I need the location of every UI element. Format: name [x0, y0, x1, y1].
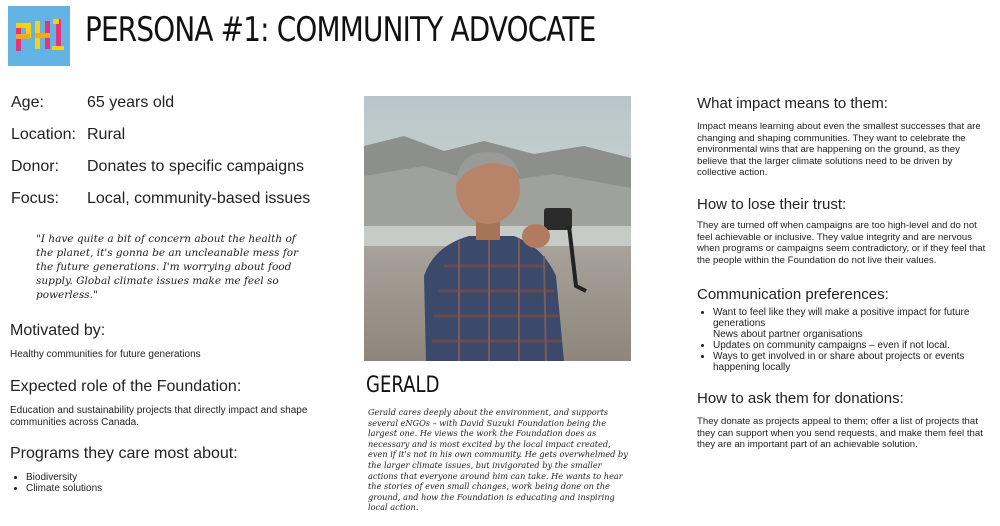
logo [8, 6, 70, 66]
fact-focus [11, 190, 351, 222]
communication-list [697, 307, 1000, 373]
persona-photo [364, 96, 631, 361]
persona-quote: "I have quite a bit of concern about the health of the planet, it's gonna be an uncleanable mess for the future generations. I'm worrying about food supply. Global climate issues make me feel so powerless." [36, 233, 299, 301]
list-item-subtext: News about partner organisations [713, 329, 863, 340]
impact-heading: What impact means to them: [697, 95, 888, 112]
donations-heading: How to ask them for donations: [697, 390, 904, 407]
fact-age [11, 94, 351, 126]
list-item [713, 307, 1000, 340]
trust-heading: How to lose their trust: [697, 196, 847, 213]
persona-bio: Gerald cares deeply about the environment, and supports several eNGOs – with David Suzuki Foundation being the largest one. He views the work the Foundation does as necessary and is most excited by the local impact created, even if it's not in his own community. He gets overwhelmed by the larger climate issues, but invigorated by the smaller actions that everyone around him can take. He wants to hear the stories of even small changes, work being done on the ground, and how the Foundation is educating and inspiring local action. [368, 407, 628, 513]
programs-heading: Programs they care most about: [10, 445, 238, 462]
list-item: • Ways to get involved in or share about projects or events happening locally [713, 351, 1000, 373]
persona-name: GERALD [366, 373, 440, 398]
trust-text: They are turned off when campaigns are too high-level and do not feel achievable or inclusive. They value integrity and are nervous when programs or campaigns seem contradictory, or if they feel that the people within the Foundation do not live their values. [697, 220, 986, 266]
expected-role-text: Education and sustainability projects that directly impact and shape communities across Canada. [10, 405, 308, 428]
list-item: • Biodiversity [26, 472, 326, 483]
logo-icon [8, 6, 70, 66]
programs-list [10, 472, 326, 494]
fact-label: Age: [11, 94, 44, 111]
motivated-heading: Motivated by: [10, 322, 106, 339]
fact-location [11, 126, 351, 158]
communication-heading: Communication preferences: [697, 286, 889, 303]
donations-text: They donate as projects appeal to them; offer a list of projects that they can support when you send requests, and make them feel that they are an important part of an achievable solution. [697, 416, 983, 450]
list-item-text: Want to feel like they will make a positive impact for future generations [713, 307, 970, 329]
fact-value: Local, community-based issues [87, 190, 311, 207]
fact-value: Donates to specific campaigns [87, 158, 304, 175]
fact-value: 65 years old [87, 94, 175, 111]
fact-label: Focus: [11, 190, 60, 207]
fact-value: Rural [87, 126, 126, 143]
impact-text: Impact means learning about even the smallest successes that are changing and shaping communities. They want to celebrate the environmental wins that are happening on the ground, as they believe that the larger climate solutions need to be driven by collective action. [697, 121, 981, 178]
list-item: • Updates on community campaigns – even if not local. [713, 340, 1000, 351]
fact-donor [11, 158, 351, 190]
motivated-text: Healthy communities for future generations [10, 349, 201, 360]
fact-label: Location: [11, 126, 76, 143]
fact-label: Donor: [11, 158, 60, 175]
expected-role-heading: Expected role of the Foundation: [10, 378, 242, 395]
page-title: PERSONA #1: COMMUNITY ADVOCATE [85, 10, 596, 50]
persona-facts [11, 94, 351, 222]
list-item: • Climate solutions [26, 483, 326, 494]
